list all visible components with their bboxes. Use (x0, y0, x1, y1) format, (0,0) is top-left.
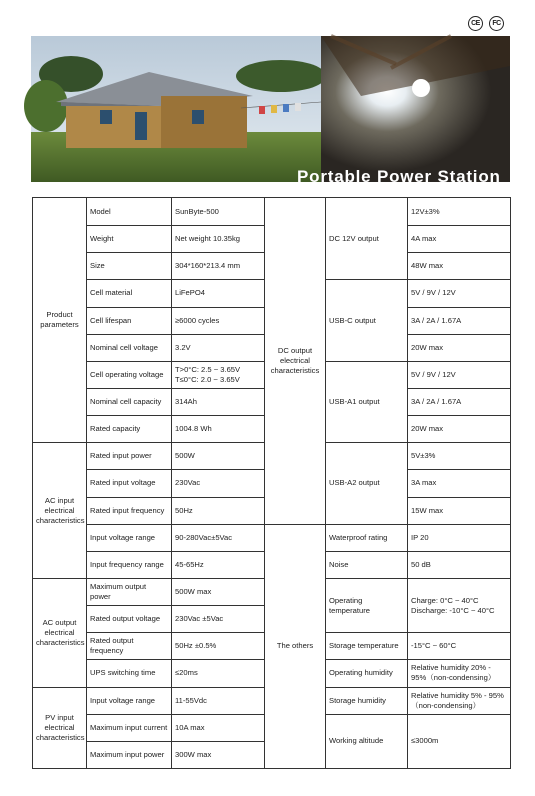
spec-label: Storage temperature (326, 633, 408, 660)
spec-label: Nominal cell capacity (87, 388, 172, 415)
spec-label: Nominal cell voltage (87, 334, 172, 361)
spec-value: SunByte-500 (172, 198, 265, 226)
spec-value-line: T>0°C: 2.5 ~ 3.65V (175, 364, 241, 374)
spec-value: 11-55Vdc (172, 687, 265, 714)
spec-value: 3.2V (172, 334, 265, 361)
spec-label: USB-C output (326, 280, 408, 361)
spec-value: 48W max (408, 253, 511, 280)
spec-value: 90-280Vac±5Vac (172, 524, 265, 551)
banner-subtitle: Where You Are Where Power Is (375, 190, 488, 199)
spec-label: Maximum input power (87, 741, 172, 768)
spec-value: 500W (172, 443, 265, 470)
spec-label: UPS switching time (87, 660, 172, 687)
spec-value: 500W max (172, 578, 265, 605)
spec-value: 45-65Hz (172, 551, 265, 578)
ce-mark-icon: CE (468, 16, 483, 31)
spec-value (172, 361, 265, 388)
spec-value: 50 dB (408, 551, 511, 578)
spec-label: Noise (326, 551, 408, 578)
spec-value: -15°C ~ 60°C (408, 633, 511, 660)
spec-value: 50Hz (172, 497, 265, 524)
spec-label: Size (87, 253, 172, 280)
hero-banner (31, 36, 510, 199)
group-pv-input: PV input electrical characteristics (33, 687, 87, 768)
spec-value: 230Vac (172, 470, 265, 497)
spec-label: Rated input frequency (87, 497, 172, 524)
spec-value (408, 578, 511, 632)
spec-value: Relative humidity 20% - 95%（non-condensing） (408, 660, 511, 687)
spec-value: 314Ah (172, 388, 265, 415)
table-row (33, 524, 511, 551)
spec-label: USB-A2 output (326, 443, 408, 524)
spec-value: 20W max (408, 416, 511, 443)
spec-value: 50Hz ±0.5% (172, 633, 265, 660)
spec-label: USB-A1 output (326, 361, 408, 442)
spec-label: Input frequency range (87, 551, 172, 578)
spec-value: 1004.8 Wh (172, 416, 265, 443)
spec-value: 5V / 9V / 12V (408, 361, 511, 388)
spec-label: Cell lifespan (87, 307, 172, 334)
spec-label: Rated output frequency (87, 633, 172, 660)
spec-value: 5V±3% (408, 443, 511, 470)
spec-label: Working altitude (326, 714, 408, 768)
spec-value: 5V / 9V / 12V (408, 280, 511, 307)
spec-label: Input voltage range (87, 524, 172, 551)
spec-label: Rated capacity (87, 416, 172, 443)
group-product-parameters: Product parameters (33, 198, 87, 443)
spec-value: 230Vac ±5Vac (172, 606, 265, 633)
spec-label: Weight (87, 226, 172, 253)
spec-value: 12V±3% (408, 198, 511, 226)
spec-value: 10A max (172, 714, 265, 741)
spec-value: IP 20 (408, 524, 511, 551)
spec-label: Cell operating voltage (87, 361, 172, 388)
spec-value: 15W max (408, 497, 511, 524)
spec-label: Model (87, 198, 172, 226)
spec-label: Operating temperature (326, 578, 408, 632)
spec-label: Cell material (87, 280, 172, 307)
spec-value: ≤20ms (172, 660, 265, 687)
spec-value: 4A max (408, 226, 511, 253)
table-row (33, 198, 511, 226)
spec-value: 304*160*213.4 mm (172, 253, 265, 280)
spec-value-line: Charge: 0°C ~ 40°C (411, 595, 479, 605)
spec-label: Rated input voltage (87, 470, 172, 497)
group-others: The others (265, 524, 326, 768)
spec-value: ≥6000 cycles (172, 307, 265, 334)
fc-mark-icon: FC (489, 16, 504, 31)
spec-label: Rated output voltage (87, 606, 172, 633)
spec-value-line: Discharge: -10°C ~ 40°C (411, 605, 495, 615)
spec-table (32, 197, 511, 769)
spec-value: 20W max (408, 334, 511, 361)
banner-title: Portable Power Station (297, 167, 501, 186)
spec-label: Operating humidity (326, 660, 408, 687)
spec-value-line: T≤0°C: 2.0 ~ 3.65V (175, 374, 240, 384)
spec-value: LiFePO4 (172, 280, 265, 307)
spec-value: 300W max (172, 741, 265, 768)
spec-label: Input voltage range (87, 687, 172, 714)
group-dc-output: DC output electrical characteristics (265, 198, 326, 525)
spec-label: Waterproof rating (326, 524, 408, 551)
spec-value: 3A / 2A / 1.67A (408, 388, 511, 415)
spec-value: Relative humidity 5% - 95%（non-condensing） (408, 687, 511, 714)
spec-label: DC 12V output (326, 198, 408, 280)
group-ac-output: AC output electrical characteristics (33, 578, 87, 687)
spec-value: 3A / 2A / 1.67A (408, 307, 511, 334)
spec-value: ≤3000m (408, 714, 511, 768)
group-ac-input: AC input electrical characteristics (33, 443, 87, 579)
spec-label: Maximum output power (87, 578, 172, 605)
spec-label: Maximum input current (87, 714, 172, 741)
spec-value: 3A max (408, 470, 511, 497)
spec-label: Storage humidity (326, 687, 408, 714)
spec-value: Net weight 10.35kg (172, 226, 265, 253)
spec-label: Rated input power (87, 443, 172, 470)
banner-photo (31, 36, 510, 182)
